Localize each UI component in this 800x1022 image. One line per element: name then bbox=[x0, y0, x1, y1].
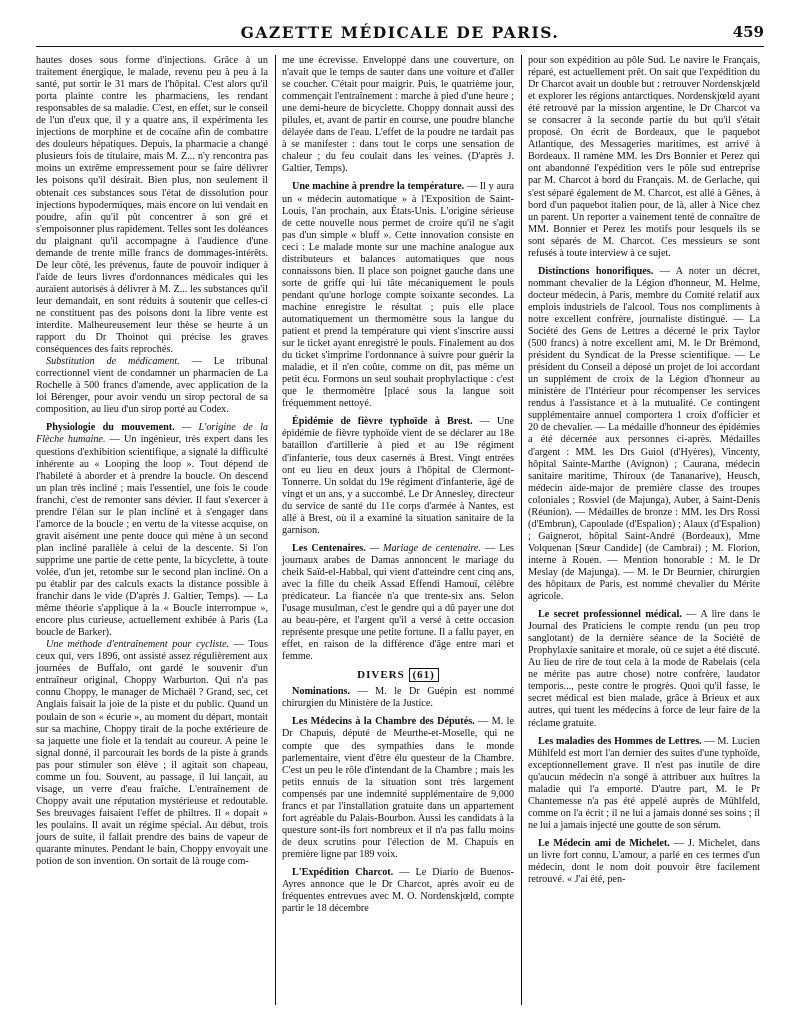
article-text: — A noter un décret, nommant chevalier de la Légion d'honneur, M. Helme, docteur médecin, à Paris, membre du Comité relatif aux emplois industriels de l'alcool. Tous nos compliments à notre excellent confrère, journaliste distingué. — La Société des Gens de Lettres a décerné le prix Taylor (500 francs) à notre excellent ami, M. le Dr Brémond, président du Syndicat de la Presse scientifique. — Le président du Conseil a déposé un projet de loi accordant un supplément de croix de la Légion d'honneur au ministère de l'Intérieur pour récompenser les services rendus à l'assistance et à la mutualité. Ce contingent supplémentaire annuel comportera 1 croix d'officier et 20 de chevalier. — La médaille d'honneur des épidémies a été décernée aux personnes ci-après. Médailles d'argent : MM. les Drs Guiol (d'Hyères), Vincenty, hôpital Sainte-Marthe (Avignon) ; Caurana, médecin sanitaire maritime, Thiroux (de Tananarive), Heusch, médecin aide-major de première classe des troupes coloniales ; Rosviel (de Majunga), Auber, à Saint-Denis (Réunion). — Médailles de bronze : MM. les Drs Rossi (d'Embrun), Capoulade (d'Espalion) ; Alaux (d'Espalion) ; Gaignerot, hôpital Saint-André (Bordeaux), Mme Volquenan [Sœur Candide] (de Cambrai) ; M. Florion, interne à Rouen. — Mention honorable : M. le Dr Meslay (de Majunga). — M. le Dr Beurnier, chirurgien des hôpitaux de Paris, est nommé chevalier du Mérite agricole. bbox=[528, 265, 760, 603]
article-text: — Les journaux arabes de Damas annoncent le mariage du cheik Saïd-el-Habbal, qui vient d'atteindre cent cinq ans, avec la fille du cheik Assad Effendi Hamouï, célèbre prédicateur. La fiancée n'a que trente-six ans. Selon l'usage musulman, c'est le gendre qui a dû payer une dot au beau-père, et l'argent qu'il a versé à cette occasion représente presque une petite fortune. Il a fallu payer, en effet, en raison de la différence d'âge entre mari et femme. bbox=[282, 542, 515, 663]
column-1 bbox=[36, 55, 268, 868]
column-3 bbox=[528, 55, 760, 886]
article-heading: Les Centenaires. bbox=[292, 542, 366, 554]
article-epidemie bbox=[282, 416, 514, 536]
article-paragraph: pour son expédition au pôle Sud. Le navire le Français, réparé, est actuellement prêt. On sait que l'expédition du Dr Charcot avait un double but : retrouver Nordenskjœld et explorer les régions antarctiques. Nordenskjœld ayant été retrouvé par la mission argentine, le Dr Charcot va se consacrer à la seconde partie du but qu'il s'était proposé. On écrit de Bordeaux, que le paquebot Atlantique, des Messageries maritimes, est arrivé à Bordeaux. Il ramène MM. les Drs Bonnier et Perez qui ont abandonné l'expédition vers le pôle sud entreprise par M. Charcot à bord du Français. M. de Gerlache, qui s'est séparé également de M. Charcot, est allé à Gênes, à bord d'un paquebot italien pour, de là, aller à Nice chez un parent. Un reporter a vainement tenté de connaître de MM. Bonnier et Perez les motifs pour lesquels ils se sont séparés de M. Charcot. Ces messieurs se sont refusés à toute interview à ce sujet. bbox=[528, 55, 760, 259]
article-substitution bbox=[36, 356, 268, 416]
article-paragraph: hautes doses sous forme d'injections. Grâce à un traitement énergique, le malade, revenu peu à peu à la santé, put sortir le 31 mars de l'hôpital. C'est alors qu'il porta plainte contre les pharmaciens, les rendant responsables de sa maladie. C'est, en effet, sur le conseil de l'un d'eux que, il y a quatre ans, il expérimenta les injections de morphine et de cocaïne afin de combattre des douleurs hépatiques. Depuis, la pharmacie a changé plusieurs fois de titulaire, mais M. Z... n'y rencontra pas moins un extrême empressement pour se faire délivrer les poisons qu'il désirait. Bien plus, non seulement il obtenait ces substances sous l'état de dissolution pour injections hypodermiques, mais encore on lui vendait en poudre, afin qu'il pût concentrer à son gré et s'empoisonner plus rapidement. Telles sont les doléances du plaignant qu'il accompagne à l'audience d'une demande de trente mille francs de dommages-intérêts. De leur côté, les prévenus, faute de pouvoir indiquer à l'aide de leurs livres d'ordonnances médicales qui les auraient autorisés à délivrer à M. Z... les substances qu'il leur demandait, en sont réduits à soutenir que celles-ci ne constituent pas des poisons dont la libre vente est interdite. Malheureusement leur thèse se heurte à un rapport du Dr Thoinot qui précise les graves conséquences des faits reprochés. bbox=[36, 55, 268, 356]
article-heading: Le secret professionnel médical. bbox=[538, 609, 682, 621]
article-michelet bbox=[528, 838, 760, 886]
article-centenaires bbox=[282, 543, 514, 663]
article-entrainement bbox=[36, 639, 268, 868]
article-text: — J. Michelet, dans un livre fort connu, L'amour, a parlé en ces termes d'un médecin, dont le nom doit pouvoir être facilement retrouvé. « J'ai été, pen- bbox=[528, 837, 760, 886]
article-physiologie bbox=[36, 422, 268, 639]
column-2 bbox=[282, 55, 514, 915]
article-paragraph: me une écrevisse. Enveloppé dans une couverture, on n'avait que le temps de sauter dans une voiture et d'aller se coucher. C'était pour maigrir. Puis, le quatrième jour, commençait l'entraînement : marche à pied d'une heure ; une demi-heure de bicyclette. Choppy donnait aussi des pilules, et, avant de partir en course, une poudre blanche délayée dans de l'eau. L'effet de la poudre ne tardait pas à se manifester : dans tout le corps une sensation de chaleur ; du feu coulait dans les veines. (D'après J. Galtier, Temps). bbox=[282, 55, 514, 175]
article-text: — Une épidémie de fièvre typhoïde vient de se déclarer au 18e bataillon d'artillerie à pied et au 19e régiment d'infanterie, tous deux casernés à Brest. Vingt entrées ont eu lieu en deux jours à l'hôpital de Clermont-Tonnerre. Un soldat du 19e régiment d'infanterie, âgé de vingt et un ans, y a succombé. Le Dr Annesley, directeur du service de santé du 11e corps d'armée à Nantes, est allé à Brest, où il a examiné la situation sanitaire de la garnison. bbox=[282, 416, 514, 536]
article-secret bbox=[528, 609, 760, 729]
article-subheading: — L'origine de la Flèche humaine. bbox=[36, 422, 268, 446]
article-text: — M. le Dr Chapuis, député de Meurthe-et-Moselle, qui ne compte que des sympathies dans le monde parlementaire, vient d'être élu questeur de la Chambre. C'est un peu le rôle d'intendant de la Chambre ; mais les petits ennuis de la situation sont très largement compensés par une indemnité supplémentaire de 9,000 francs et par l'installation gratuite dans un appartement fort agréable du Palais-Bourbon. Aussi les candidats à la questure sont-ils fort nombreux et il n'a pas fallu moins de deux scrutins pour l'élection de M. Chapuis en première ligne par 189 voix. bbox=[282, 716, 514, 860]
article-text: — Le tribunal correctionnel vient de condamner un pharmacien de La Rochelle à 500 francs d'amende, avec application de la loi Bérenger, pour avoir vendu un sirop pectoral de sa composition, au lieu d'un sirop porté au Codex. bbox=[36, 356, 268, 416]
article-heading: Distinctions honorifiques. bbox=[538, 265, 654, 277]
page-number: 459 bbox=[732, 23, 764, 41]
section-title: DIVERS bbox=[357, 669, 405, 682]
article-subheading: — Mariage de centenaire. bbox=[365, 542, 481, 554]
article-distinctions bbox=[528, 266, 760, 603]
column-divider bbox=[275, 55, 276, 1005]
article-heading: Les maladies des Hommes de Lettres. bbox=[538, 735, 702, 747]
journal-title: GAZETTE MÉDICALE DE PARIS. bbox=[240, 23, 560, 42]
article-heading: Nominations. bbox=[292, 686, 351, 698]
article-machine bbox=[282, 181, 514, 410]
article-text: — Tous ceux qui, vers 1896, ont assisté assez régulièrement aux journées de Buffalo, ont gardé le souvenir d'un entraîneur original, Choppy Warburton. Qui n'a pas connu Choppy, le manager de Michaël ? Grand, sec, cet Anglais faisait la joie de la piste et du public. Quand un poulain de son « écurie », au moment du départ, montait sur sa machine, Choppy tirait de la poche extérieure de sa jaquette une fiole et la tendait au coureur. A peine le signal donné, il parcourait les bords de la piste à grands pas pour stimuler son élève ; il agitait son chapeau, comme un fou. Souvent, au passage, il lui lançait, au visage, un verre d'eau fraîche. L'entraînement de Choppy avait une réputation mystérieuse et redoutable. Ses breuvages faisaient l'effet de philtres. Il « dopait » les poulains. Il avait un régime spécial. Au début, trois jours de suite, il fallait prendre des bains de vapeur de quarante minutes. Pendant le bain, Choppy envoyait une potion de son invention. On sortait de là rouge com- bbox=[36, 639, 268, 868]
article-heading: L'Expédition Charcot. bbox=[292, 867, 394, 878]
article-heading: Le Médecin ami de Michelet. bbox=[538, 837, 670, 849]
article-text: — A lire dans le Journal des Praticiens le compte rendu (un peu trop sanglotant) de la dernière séance de la Société de Prophylaxie sanitaire et morale, où ce sujet a été discuté. Au lieu de rire de tout cela à la mode de Rabelais (cela ne mérite pas autre chose) notre confrère, laudator temporis..., peste contre le progrès. Quoi qu'il fasse, le secret médical est bien malade, grâce à Brieux et aux autres, qui tuent les médecins à force de leur faire de la réclame gratuite. bbox=[528, 609, 761, 729]
page-header bbox=[36, 21, 764, 45]
section-heading-divers bbox=[282, 669, 514, 681]
article-heading: Une machine à prendre la température. bbox=[292, 181, 465, 193]
article-nominations bbox=[282, 686, 514, 710]
article-text: — M. le Dr Guépin est nommé chirurgien du Ministère de la Justice. bbox=[282, 686, 514, 710]
article-text: — Un ingénieur, très expert dans les questions d'exhibition scientifique, a signalé la difficulté inhérente au « Looping the loop ». Tout dépend de l'habileté à aborder et à prendre la boucle. On descend un plan très incliné ; mais l'essentiel, une fois le coude franchi, c'est de remonter sans dévier. Il faut s'exercer à prendre l'élan sur le plan incliné et à s'engager dans l'amorce de la boucle ; en vertu de la vitesse acquise, on gravit aisément une pente douce qui mène à un second plan incliné parallèle à celui de la descente. Si l'on supprime une partie de cette pente, la bicyclette, à toute volée, d'un jet, retombe sur le second plan incliné. On a pu établir par des calculs exacts la distance possible à franchir dans le vide (D'après J. Galtier, Temps). — La même théorie s'applique à la « Boucle interrompue », encore plus curieuse, actuellement exhibée à Paris (La boucle de Barker). bbox=[36, 434, 268, 639]
header-rule bbox=[36, 46, 764, 47]
article-heading: Épidémie de fièvre typhoïde à Brest. bbox=[292, 416, 473, 428]
section-code: (61) bbox=[409, 668, 439, 682]
article-text: — M. Lucien Mühlfeld est mort l'an dernier des suites d'une typhoïde, exceptionnellement grave. Il n'est pas inutile de dire qu'aucun médecin n'a songé à attribuer aux huîtres la maladie qui l'a emporté. D'autre part, M. le Pr Chantemesse n'a pas été appelé auprès de Mühlfeld, comme on l'a écrit ; il ne lui a jamais donné ses soins ; il ne lui a jamais injecté une goutte de son sérum. bbox=[528, 735, 760, 831]
article-text: — Le Diario de Buenos-Ayres annonce que le Dr Charcot, après avoir eu de fréquentes entrevues avec M. O. Nordenskjœld, compte partir le 18 décembre bbox=[282, 867, 514, 915]
article-chambre bbox=[282, 716, 514, 861]
article-heading: Les Médecins à la Chambre des Députés. bbox=[292, 716, 475, 728]
article-charcot bbox=[282, 867, 514, 915]
article-text: — Il y aura un « médecin automatique » à l'Exposition de Saint-Louis, l'an prochain, aux États-Unis. L'origine sérieuse de cette nouvelle nous permet de croire qu'il ne s'agit pas d'un simple « bluff ». Cette innovation consiste en ceci : Le malade monte sur une machine analogue aux distributeurs et balances automatiques que nous connaissons bien. Il place son poignet gauche dans une sorte de griffe qui lui tâte mécaniquement le pouls pendant qu'une horloge compte soixante secondes. La machine enregistre le résultat ; puis elle place automatiquement un thermomètre sous la langue du patient et prend la température qui vient s'inscrire aussi sur le ticket ayant enregistré le pouls. Finalement au dos du ticket s'imprime l'ordonnance à suivre pour guérir la maladie, et il n'en coûte, comme on dit, pas même un petit écu. Formons un seul souhait prophylactique : c'est que le thermomètre [placé sous la langue soit fréquemment nettoyé. bbox=[282, 181, 514, 410]
article-maladies bbox=[528, 736, 760, 832]
article-heading: Physiologie du mouvement. bbox=[46, 422, 175, 434]
column-divider bbox=[521, 55, 522, 1005]
article-heading: Une méthode d'entraînement pour cycliste. bbox=[46, 639, 230, 651]
article-heading: Substitution de médicament. bbox=[46, 356, 180, 368]
